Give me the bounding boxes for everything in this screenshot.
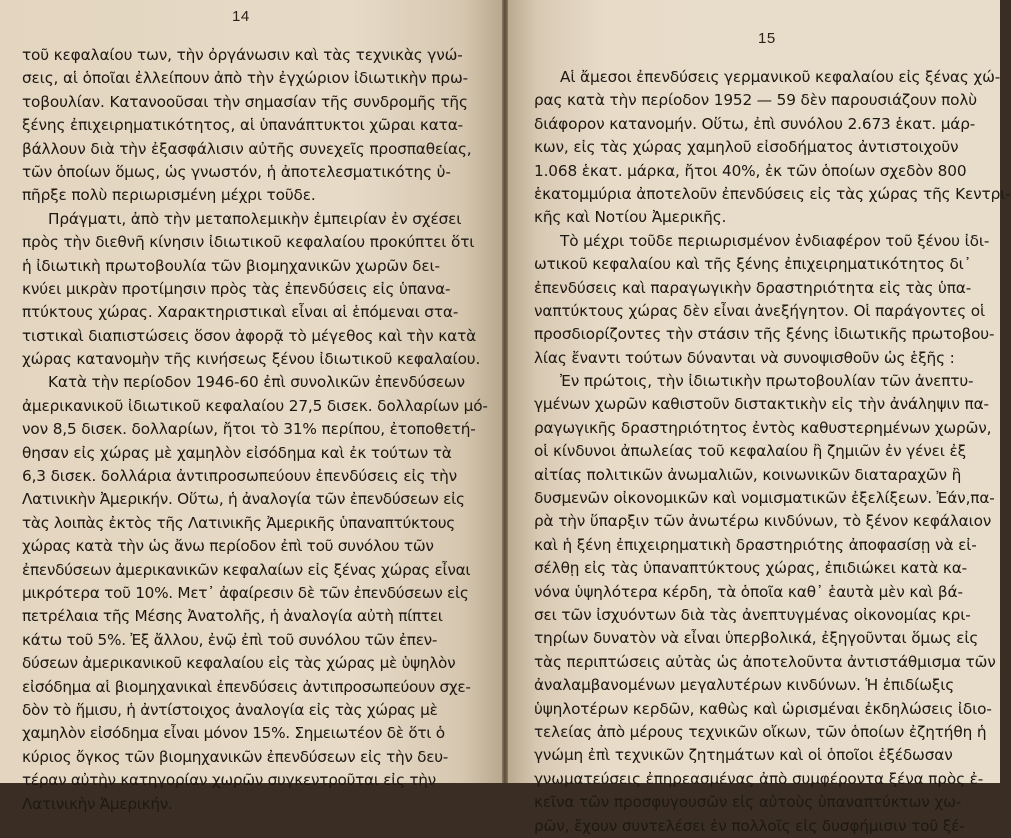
- page-number-right: 15: [758, 30, 776, 47]
- text-line: κύριος ὄγκος τῶν βιομηχανικῶν ἐπενδύσεων εἰς τὴν δευ-: [22, 747, 448, 766]
- text-line: τὰς περιπτώσεις αὐτὰς ὡς ἀποτελοῦντα ἀντιστάθμισμα τῶν: [534, 652, 996, 671]
- text-line: Λατινικὴν Ἀμερικήν. Οὕτω, ἡ ἀναλογία τῶν ἐπενδύσεων εἰς: [22, 490, 465, 509]
- text-line: καὶ ἡ ξένη ἐπιχειρηματικὴ δραστηριότης ἀποφασίσῃ νὰ εἰ-: [534, 535, 977, 554]
- text-line: Τὸ μέχρι τοῦδε περιωρισμένον ἐνδιαφέρον τοῦ ξένου ἰδι-: [560, 231, 990, 250]
- text-line: χώρας κατανομὴν τῆς κινήσεως ξένου ἰδιωτικοῦ κεφαλαίου.: [22, 350, 481, 369]
- text-line: σει τῶν ἰσχυόντων διὰ τὰς ἀνεπτυγμένας οἰκονομίας κρι-: [534, 605, 971, 624]
- text-line: ξένης ἐπιχειρηματικότητος, αἱ ὑπανάπτυκτοι χῶραι κατα-: [22, 116, 464, 135]
- text-line: ρῶν, ἔχουν συντελέσει ἐν πολλοῖς εἰς δυσφήμισιν τοῦ ξέ-: [534, 816, 965, 835]
- text-line: Κατὰ τὴν περίοδον 1946-60 ἐπὶ συνολικῶν ἐπενδύσεων: [48, 373, 465, 392]
- text-line: νόνα ὑψηλότερα κέρδη, τὰ ὁποῖα καθ᾽ ἑαυτὰ μὲν καὶ βά-: [534, 582, 963, 601]
- text-line: διάφορον κατανομήν. Οὕτω, ἐπὶ συνόλου 2.673 ἑκατ. μάρ-: [534, 114, 976, 133]
- text-line: τοβουλίαν. Κατανοοῦσαι τὴν σημασίαν τῆς συνδρομῆς τῆς: [22, 92, 468, 111]
- text-line: ρὰ τὴν ὕπαρξιν τῶν ἀνωτέρω κινδύνων, τὸ ξένον κεφάλαιον: [534, 512, 992, 531]
- text-line: αἰτίας πολιτικῶν ἀνωμαλιῶν, κοινωνικῶν διαταραχῶν ἢ: [534, 465, 962, 484]
- text-line: ὑψηλοτέρων κερδῶν, καθὼς καὶ ὡρισμέναι ἐκδηλώσεις ἰδιο-: [534, 699, 992, 718]
- text-line: πῆρξε πολὺ περιωρισμένη μέχρι τοῦδε.: [22, 186, 316, 205]
- text-line: τελείας ἀπὸ μέρους τεχνικῶν οἴκων, τῶν ὁποίων ἐζητήθη ἡ: [534, 722, 987, 741]
- text-line: οἱ κίνδυνοι ἀπωλείας τοῦ κεφαλαίου ἢ ζημιῶν ἐν γένει ἐξ: [534, 442, 967, 461]
- text-line: τιστικαὶ διαπιστώσεις ὅσον ἀφορᾷ τὸ μέγεθος καὶ τὴν κατὰ: [22, 326, 477, 345]
- page-number-left: 14: [232, 8, 250, 25]
- text-line: γνωματεύσεις ἐπηρεασμένας ἀπὸ συμφέροντα ξένα πρὸς ἐ-: [534, 769, 984, 788]
- text-line: ρας κατὰ τὴν περίοδον 1952 — 59 δὲν παρουσιάζουν πολὺ: [534, 91, 977, 110]
- text-line: δύσεων ἀμερικανικοῦ κεφαλαίου εἰς τὰς χώρας μὲ ὑψηλὸν: [22, 654, 456, 673]
- text-line: ωτικοῦ κεφαλαίου καὶ τῆς ξένης ἐπιχειρηματικότητος δι᾽: [534, 255, 972, 274]
- text-line: 1.068 ἑκατ. μάρκα, ἤτοι 40%, ἐκ τῶν ὁποίων σχεδὸν 800: [534, 161, 967, 180]
- text-line: ραγωγικῆς δραστηριότητος ἐντὸς καθυστερημένων χωρῶν,: [534, 418, 992, 437]
- text-line: τέραν αὐτὴν κατηγορίαν χωρῶν συγκεντροῦται εἰς τὴν: [22, 771, 436, 790]
- right-page: [508, 0, 1011, 835]
- text-line: δὸν τὸ ἥμισυ, ἡ ἀντίστοιχος ἀναλογία εἰς τὰς χώρας μὲ: [22, 700, 438, 719]
- text-line: ἐπενδύσεις καὶ παραγωγικὴν δραστηριότητα εἰς τὰς ὑπα-: [534, 278, 972, 297]
- text-line: βάλλουν διὰ τὴν ἐξασφάλισιν αὐτῆς συνεχεῖς προσπαθείας,: [22, 139, 472, 158]
- text-line: δυσμενῶν οἰκονομικῶν καὶ νομισματικῶν ἐξελίξεων. Ἐάν,πα-: [534, 489, 995, 508]
- text-line: ἐπενδύσεων ἀμερικανικῶν κεφαλαίων εἰς ξένας χώρας εἶναι: [22, 560, 471, 579]
- text-line: γμένων χωρῶν καθιστοῦν διστακτικὴν εἰς τὴν ἀνάληψιν πα-: [534, 395, 989, 414]
- text-line: κεῖνα τῶν προσφυγουσῶν εἰς αὐτοὺς ὑπαναπτύκτων χω-: [534, 793, 962, 812]
- text-line: νον 8,5 δισεκ. δολλαρίων, ἤτοι τὸ 31% περίπου, ἐτοποθετή-: [22, 420, 476, 439]
- text-line: μικρότερα τοῦ 10%. Μετ᾽ ἀφαίρεσιν δὲ τῶν ἐπενδύσεων εἰς: [22, 583, 469, 602]
- text-line: κάτω τοῦ 5%. Ἐξ ἄλλου, ἐνῷ ἐπὶ τοῦ συνόλου τῶν ἐπεν-: [22, 630, 438, 649]
- text-line: Ἐν πρώτοις, τὴν ἰδιωτικὴν πρωτοβουλίαν τῶν ἀνεπτυ-: [560, 372, 974, 391]
- text-line: πρὸς τὴν διεθνῆ κίνησιν ἰδιωτικοῦ κεφαλαίου προκύπτει ὅτι: [22, 233, 475, 252]
- text-line: Πράγματι, ἀπὸ τὴν μεταπολεμικὴν ἐμπειρίαν ἐν σχέσει: [48, 209, 462, 228]
- text-line: Αἱ ἄμεσοι ἐπενδύσεις γερμανικοῦ κεφαλαίου εἰς ξένας χώ-: [560, 68, 1001, 86]
- text-line: πτύκτους χώρας. Χαρακτηριστικαὶ εἶναι αἱ ἑπόμεναι στα-: [22, 303, 459, 322]
- text-line: πετρέλαια τῆς Μέσης Ἀνατολῆς, ἡ ἀναλογία αὐτὴ πίπτει: [22, 607, 443, 626]
- left-page-text: [22, 44, 488, 816]
- text-line: τῶν ὁποίων ὅμως, ὡς γνωστόν, ἡ ἀποτελεσματικότης ὑ-: [22, 162, 451, 181]
- text-line: προσδιορίζοντες τὴν στάσιν τῆς ξένης ἰδιωτικῆς πρωτοβου-: [534, 325, 995, 344]
- text-line: ἡ ἰδιωτικὴ πρωτοβουλία τῶν βιομηχανικῶν χωρῶν δει-: [22, 256, 440, 275]
- text-line: εἰσόδημα αἱ βιομηχανικαὶ ἐπενδύσεις ἀντιπροσωπεύουν σχε-: [22, 677, 471, 696]
- text-line: σέλθῃ εἰς τὰς ὑπαναπτύκτους χώρας, ἐπιδιώκει κατὰ κα-: [534, 559, 968, 578]
- text-line: γνώμη ἐπὶ τεχνικῶν ζητημάτων καὶ οἱ ὁποῖοι ἐξέδωσαν: [534, 746, 953, 765]
- text-line: τὰς λοιπὰς ἐκτὸς τῆς Λατινικῆς Ἀμερικῆς ὑπαναπτύκτους: [22, 513, 455, 532]
- text-line: θησαν εἰς χώρας μὲ χαμηλὸν εἰσόδημα καὶ ἐκ τούτων τὰ: [22, 443, 452, 462]
- text-line: κῆς καὶ Νοτίου Ἀμερικῆς.: [534, 208, 727, 227]
- text-line: κνύει μικρὰν προτίμησιν πρὸς τὰς ἐπενδύσεις εἰς ὑπανα-: [22, 279, 451, 298]
- text-line: χώρας κατὰ τὴν ὡς ἄνω περίοδον ἐπὶ τοῦ συνόλου τῶν: [22, 537, 434, 556]
- text-line: ἑκατομμύρια ἀποτελοῦν ἐπενδύσεις εἰς τὰς χώρας τῆς Κεντρι-: [534, 184, 1011, 203]
- right-page-text: [534, 66, 1011, 838]
- text-line: ναπτύκτους χώρας δὲν εἶναι ἀνεξήγητον. Οἱ παράγοντες οἱ: [534, 301, 986, 320]
- text-line: Λατινικὴν Ἀμερικήν.: [22, 794, 173, 813]
- text-line: 6,3 δισεκ. δολλάρια ἀντιπροσωπεύουν ἐπενδύσεις εἰς τὴν: [22, 467, 458, 486]
- text-line: χαμηλὸν εἰσόδημα εἶναι μόνον 15%. Σημειωτέον δὲ ὅτι ὁ: [22, 724, 445, 743]
- text-line: κων, εἰς τὰς χώρας χαμηλοῦ εἰσοδήματος ἀντιστοιχοῦν: [534, 138, 959, 157]
- left-page: [0, 0, 502, 813]
- text-line: τοῦ κεφαλαίου των, τὴν ὀργάνωσιν καὶ τὰς τεχνικὰς γνώ-: [22, 46, 463, 64]
- text-line: ἀναλαμβανομένων μεγαλυτέρων κινδύνων. Ἡ ἐπιδίωξις: [534, 676, 955, 695]
- text-line: σεις, αἱ ὁποῖαι ἐλλείπουν ἀπὸ τὴν ἐγχώριον ἰδιωτικὴν πρω-: [22, 69, 469, 88]
- text-line: ἀμερικανικοῦ ἰδιωτικοῦ κεφαλαίου 27,5 δισεκ. δολλαρίων μό-: [22, 396, 488, 415]
- text-line: τηρίων δυνατὸν νὰ εἶναι ὑπερβολικά, ἐξηγοῦνται ὅμως εἰς: [534, 629, 979, 648]
- text-line: λίας ἔναντι τούτων δύνανται νὰ συνοψισθοῦν ὡς ἑξῆς :: [534, 348, 955, 367]
